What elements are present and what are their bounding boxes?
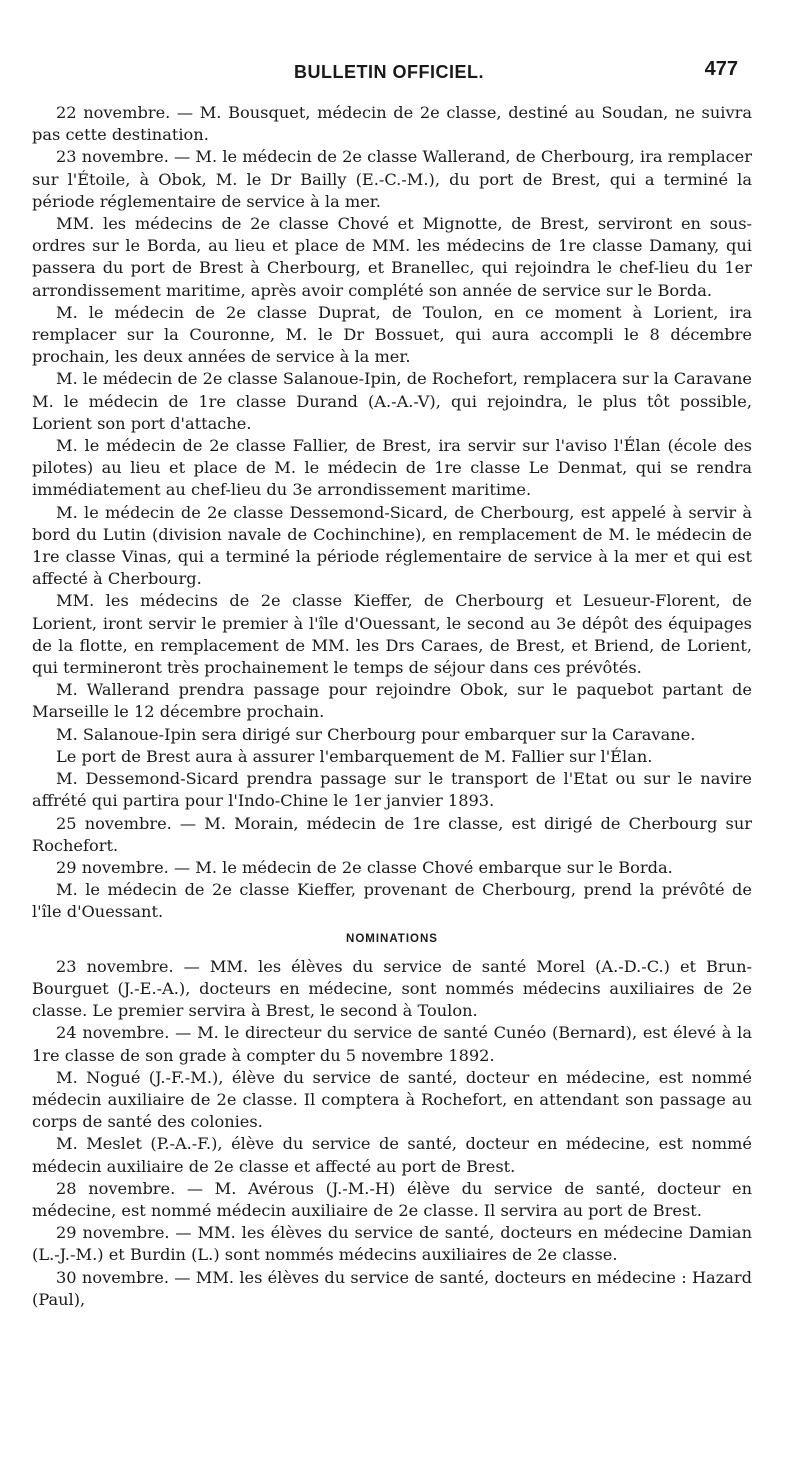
paragraph: 29 novembre. — M. le médecin de 2e classe Chové embarque sur le Borda.	[56, 857, 673, 877]
paragraph: M. le médecin de 2e classe Dessemond-Sicard, de Cherbourg, est appelé à servir à bord du Lutin (division navale de Cochinchine), en remplacement de M. le médecin de 1re classe Vinas, qui a terminé la période réglementaire de service à la mer et qui est affecté à Cherbourg.	[32, 502, 752, 589]
paragraph: 23 novembre. — MM. les élèves du service de santé Morel (A.-D.-C.) et Brun-Bourguet (J.-E.-A.), docteurs en médecine, sont nommés médecins auxiliaires de 2e classe. Le premier servira à Brest, le second à Toulon.	[32, 956, 752, 1021]
page-number: 477	[704, 58, 738, 80]
paragraph: 23 novembre. — M. le médecin de 2e classe Wallerand, de Cherbourg, ira remplacer sur l'Étoile, à Obok, M. le Dr Bailly (E.-C.-M.), du port de Brest, qui a terminé la période réglementaire de service à la mer.	[32, 147, 752, 211]
body-text	[32, 102, 752, 1311]
paragraph: M. le médecin de 2e classe Fallier, de Brest, ira servir sur l'aviso l'Élan (école des pilotes) au lieu et place de M. le médecin de 1re classe Le Denmat, qui se rendra immédiatement au chef-lieu du 3e arrondissement maritime.	[32, 436, 752, 500]
paragraph: Le port de Brest aura à assurer l'embarquement de M. Fallier sur l'Élan.	[56, 746, 653, 766]
paragraph: 30 novembre. — MM. les élèves du service de santé, docteurs en médecine : Hazard (Paul),	[32, 1267, 752, 1309]
paragraph: M. Meslet (P.-A.-F.), élève du service de santé, docteur en médecine, est nommé médecin auxiliaire de 2e classe et affecté au port de Brest.	[32, 1134, 752, 1176]
section-heading: NOMINATIONS	[346, 932, 438, 945]
paragraph: 25 novembre. — M. Morain, médecin de 1re classe, est dirigé de Cherbourg sur Rochefort.	[32, 813, 752, 855]
paragraph: MM. les médecins de 2e classe Kieffer, de Cherbourg et Lesueur-Florent, de Lorient, iront servir le premier à l'île d'Ouessant, le second au 3e dépôt des équipages de la flotte, en remplacement de MM. les Drs Caraes, de Brest, et Briend, de Lorient, qui termineront très prochainement le temps de séjour dans ces prévôtés.	[32, 591, 752, 678]
paragraph: M. le médecin de 2e classe Salanoue-Ipin, de Rochefort, remplacera sur la Caravane M. le médecin de 1re classe Durand (A.-A.-V), qui rejoindra, le plus tôt possible, Lorient son port d'attache.	[32, 369, 752, 433]
page-header	[40, 58, 738, 88]
paragraph: M. le médecin de 2e classe Kieffer, provenant de Cherbourg, prend la prévôté de l'île d'Ouessant.	[32, 880, 752, 922]
paragraph: 29 novembre. — MM. les élèves du service de santé, docteurs en médecine Damian (L.-J.-M.) et Burdin (L.) sont nommés médecins auxiliaires de 2e classe.	[32, 1223, 752, 1265]
paragraph: 22 novembre. — M. Bousquet, médecin de 2e classe, destiné au Soudan, ne suivra pas cette destination.	[32, 103, 752, 145]
paragraph: MM. les médecins de 2e classe Chové et Mignotte, de Brest, serviront en sous-ordres sur le Borda, au lieu et place de MM. les médecins de 1re classe Damany, qui passera du port de Brest à Cherbourg, et Branellec, qui rejoindra le chef-lieu du 1er arrondissement maritime, après avoir complété son année de service sur le Borda.	[32, 214, 752, 300]
paragraph: 28 novembre. — M. Avérous (J.-M.-H) élève du service de santé, docteur en médecine, est nommé médecin auxiliaire de 2e classe. Il servira au port de Brest.	[32, 1178, 752, 1220]
paragraph: M. Nogué (J.-F.-M.), élève du service de santé, docteur en médecine, est nommé médecin auxiliaire de 2e classe. Il comptera à Rochefort, en attendant son passage au corps de santé des colonies.	[32, 1067, 752, 1132]
paragraph: M. Dessemond-Sicard prendra passage sur le transport de l'Etat ou sur le navire affrété qui partira pour l'Indo-Chine le 1er janvier 1893.	[32, 769, 752, 811]
paragraph: M. Wallerand prendra passage pour rejoindre Obok, sur le paquebot partant de Marseille le 12 décembre prochain.	[32, 680, 752, 722]
paragraph: 24 novembre. — M. le directeur du service de santé Cunéo (Bernard), est élevé à la 1re classe de son grade à compter du 5 novembre 1892.	[32, 1023, 752, 1065]
journal-title: BULLETIN OFFICIEL.	[294, 62, 484, 82]
paragraph: M. le médecin de 2e classe Duprat, de Toulon, en ce moment à Lorient, ira remplacer sur la Couronne, M. le Dr Bossuet, qui aura accompli le 8 décembre prochain, les deux années de service à la mer.	[32, 302, 752, 367]
paragraph: M. Salanoue-Ipin sera dirigé sur Cherbourg pour embarquer sur la Caravane.	[56, 724, 696, 744]
